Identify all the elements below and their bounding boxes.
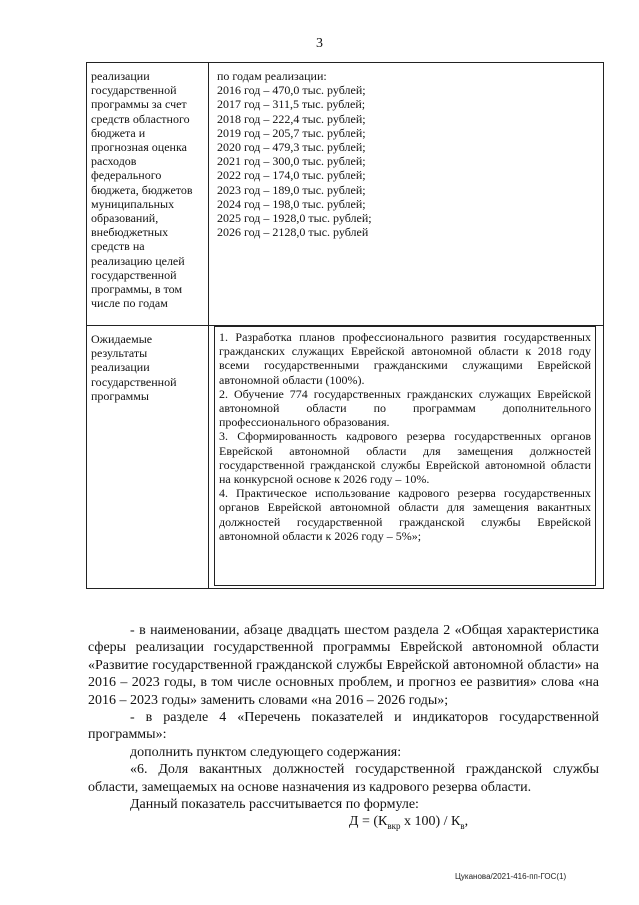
funding-heading: по годам реализации: (217, 69, 327, 83)
funding-year: 2018 год – 222,4 тыс. рублей; (217, 111, 366, 126)
row-label-cell (87, 63, 209, 326)
passport-table (86, 62, 604, 589)
formula (88, 813, 599, 835)
paragraph: Данный показатель рассчитывается по формуле: (130, 797, 419, 813)
table-row (87, 326, 604, 589)
page-number: 3 (316, 36, 323, 51)
paragraph: «6. Доля вакантных должностей государственной гражданской службы области, замещаемых на основе назначения из кадрового резерва области. (88, 762, 599, 795)
funding-year: 2016 год – 470,0 тыс. рублей; (217, 83, 366, 98)
table-row (87, 63, 604, 326)
funding-year: 2021 год – 300,0 тыс. рублей; (217, 154, 366, 169)
document-footer: Цуканова/2021-416-пп-ГОС(1) (455, 872, 567, 881)
funding-list (213, 63, 599, 239)
funding-year: 2023 год – 189,0 тыс. рублей; (217, 182, 366, 197)
results-box (214, 326, 596, 586)
funding-year: 2025 год – 1928,0 тыс. рублей; (217, 211, 372, 226)
result-item: 4. Практическое использование кадрового резерва государственных органов Еврейской автономной области для замещения вакантных должностей государственной гражданской службы Еврейской автономной области к 2026 году – 5%»; (219, 486, 591, 543)
body-text (88, 622, 599, 836)
row-label: Ожидаемые результаты реализации государственной программы (91, 332, 177, 403)
formula-tail: , (464, 814, 469, 830)
funding-year: 2022 год – 174,0 тыс. рублей; (217, 168, 366, 183)
formula-mid: х 100) / К (400, 814, 461, 830)
funding-year: 2019 год – 205,7 тыс. рублей; (217, 125, 366, 140)
result-item: 2. Обучение 774 государственных гражданских служащих Еврейской автономной области по программам дополнительного профессионального образования. (219, 386, 591, 430)
paragraph: - в разделе 4 «Перечень показателей и индикаторов государственной программы»: (88, 710, 599, 743)
row-label: реализации государственной программы за счет средств областного бюджета и прогнозная оценка расходов федерального бюджета, бюджетов муниципальных образований, внебюджетных средств на реализацию целей государственной программы, в том числе по годам (91, 69, 193, 311)
funding-year: 2026 год – 2128,0 тыс. рублей (217, 225, 369, 240)
formula-sub-vkr: вкр (387, 821, 401, 832)
row-value-cell (209, 63, 604, 326)
result-item: 1. Разработка планов профессионального развития государственных гражданских служащих Еврейской автономной области к 2018 году всеми государственными гражданскими служащими Еврейской автономной области (100%). (219, 330, 591, 387)
row-label-cell (87, 326, 209, 589)
paragraph: - в наименовании, абзаце двадцать шестом раздела 2 «Общая характеристика сферы реализации государственной программы Еврейской автономной области «Развитие государственной гражданской службы Еврейской автономной области» на 2016 – 2023 годы, в том числе основных проблем, и прогноз ее развития» слова «на 2016 – 2023 годы» заменить словами «на 2016 – 2026 годы»; (88, 623, 599, 708)
funding-year: 2017 год – 311,5 тыс. рублей; (217, 97, 366, 112)
funding-year: 2020 год – 479,3 тыс. рублей; (217, 140, 366, 155)
formula-lhs: Д = (К (348, 814, 388, 830)
paragraph: дополнить пунктом следующего содержания: (130, 744, 402, 760)
formula-sub-v: в (460, 821, 465, 832)
row-value-cell (209, 326, 604, 589)
funding-year: 2024 год – 198,0 тыс. рублей; (217, 196, 366, 211)
result-item: 3. Сформированность кадрового резерва государственных органов Еврейской автономной области для замещения должностей государственной гражданской службы Еврейской автономной области на конкурсной основе к 2026 году – 10%. (219, 429, 591, 487)
